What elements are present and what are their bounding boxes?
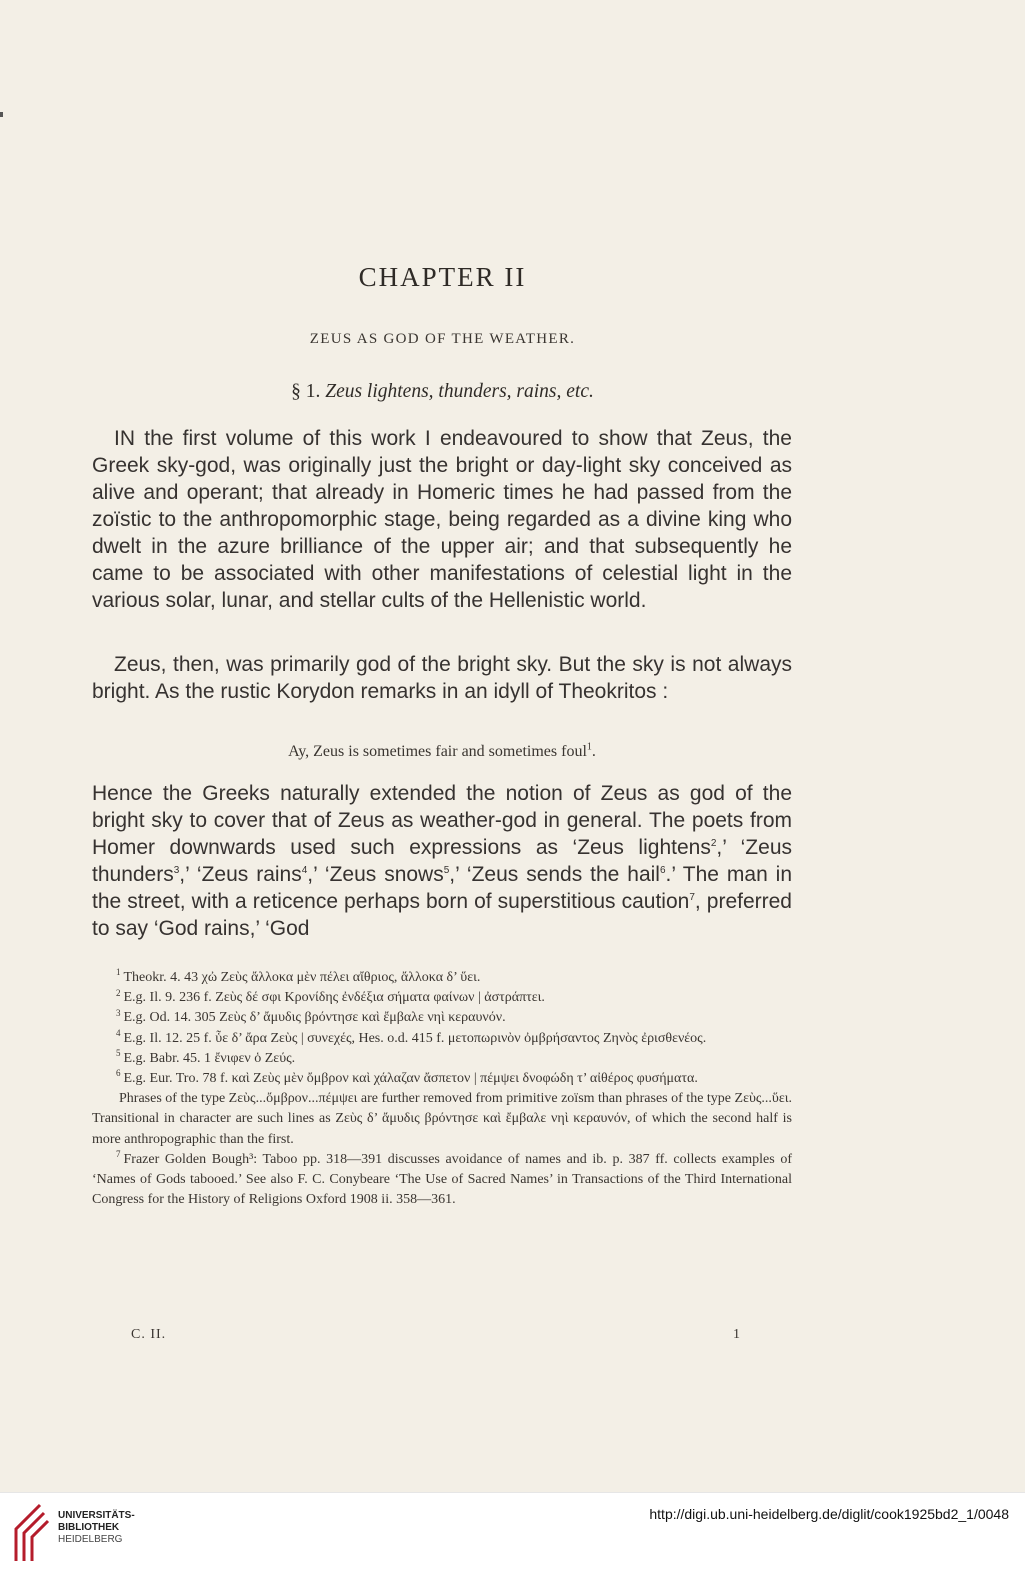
chapter-heading: CHAPTER II xyxy=(358,262,527,292)
footnote xyxy=(92,1008,792,1028)
footnote-number: 3 xyxy=(116,1007,121,1018)
footnote-text: Frazer Golden Bough³: Taboo pp. 318—391 discusses avoidance of names and ib. p. 387 ff. collects examples of ‘Names of Gods tabooed.’ See also F. C. Conybeare ‘The Use of Sacred Names’ in Transactions of the Third International Congress for the History of Religions Oxford 1908 ii. 358—361. xyxy=(92,1151,792,1208)
footnote-number: 1 xyxy=(116,967,121,978)
margin-mark xyxy=(0,112,3,117)
footnotes xyxy=(92,968,792,1210)
paragraph-3-segment: ,’ ‘Zeus rains xyxy=(179,863,302,886)
paragraph-1 xyxy=(92,425,792,614)
page-number: 1 xyxy=(733,1327,740,1342)
signature-mark: C. II. xyxy=(131,1327,167,1342)
footnote-number: 7 xyxy=(116,1149,121,1160)
document-url-link[interactable]: http://digi.ub.uni-heidelberg.de/diglit/cook1925bd2_1/0048 xyxy=(649,1506,1009,1522)
section-title: Zeus lightens, thunders, rains, etc. xyxy=(325,381,594,402)
footnote-ref: 7 xyxy=(689,892,695,903)
footnote-text: Phrases of the type Ζεὺς...ὄμβρον...πέμψει are further removed from primitive zoïsm than phrases of the type Ζεὺς...ὕει. Transitional in character are such lines as Ζεὺς δ’ ἄμυδις βρόντησε καὶ ἔμβαλε νηὶ κεραυνόν, of which the second half is more anthropographic than the first. xyxy=(92,1091,792,1147)
footnote-text: E.g. Od. 14. 305 Ζεὺς δ’ ἄμυδις βρόντησε καὶ ἔμβαλε νηὶ κεραυνόν. xyxy=(123,1010,506,1026)
paragraph-3-text xyxy=(92,780,792,942)
footnote xyxy=(92,968,792,988)
paragraph-2-text: Zeus, then, was primarily god of the bright sky. But the sky is not always bright. As the rustic Korydon remarks in an idyll of Theokritos : xyxy=(92,653,792,703)
section-heading xyxy=(0,381,885,403)
library-line: HEIDELBERG xyxy=(58,1534,123,1545)
footnote xyxy=(92,1029,792,1049)
verse-quote: Ay, Zeus is sometimes fair and sometimes foul$^1$. xyxy=(288,741,596,760)
viewer-footer xyxy=(0,1492,1025,1577)
footnote xyxy=(92,1049,792,1069)
footnote-number: 4 xyxy=(116,1027,121,1038)
footnote-continuation xyxy=(92,1089,792,1150)
footnote-number: 2 xyxy=(116,987,121,998)
chapter-subtitle: ZEUS AS GOD OF THE WEATHER. xyxy=(309,331,576,347)
footnote xyxy=(92,1150,792,1211)
footnote-text: E.g. Eur. Tro. 78 f. καὶ Ζεὺς μὲν ὄμβρον καὶ χάλαζαν ἄσπετον | πέμψει δνοφώδη τ’ αἰθέρος φυσήματα. xyxy=(123,1071,698,1087)
library-name xyxy=(58,1510,135,1546)
paragraph-1-text: IN the first volume of this work I endeavoured to show that Zeus, the Greek sky-god, was originally just the bright or day-light sky conceived as alive and operant; that already in Homeric times he had passed from the zoïstic to the anthropomorphic stage, being regarded as a divine king who dwelt in the azure brilliance of the upper air; and that subsequently he came to be associated with other manifestations of celestial light in the various solar, lunar, and stellar cults of the Hellenistic world. xyxy=(92,427,792,612)
library-logo-icon xyxy=(10,1503,50,1563)
footnote-ref: 6 xyxy=(659,865,666,876)
footnote-text: E.g. Il. 9. 236 f. Ζεὺς δέ σφι Κρονίδης ἐνδέξια σήματα φαίνων | ἀστράπτει. xyxy=(123,990,545,1006)
section-mark: § 1. xyxy=(291,381,326,402)
paragraph-3-segment: ,’ ‘Zeus snows xyxy=(307,863,444,886)
footnote-ref: 3 xyxy=(173,865,180,876)
footnote-ref: 2 xyxy=(710,838,717,849)
library-line: BIBLIOTHEK xyxy=(58,1522,120,1533)
paragraph-3-segment: .’ The man in the street, with a reticence perhaps born of superstitious caution xyxy=(92,863,793,913)
footnote-number: 6 xyxy=(116,1068,121,1079)
paragraph-3-segment: ,’ ‘Zeus sends the hail xyxy=(449,863,660,886)
paragraph-3 xyxy=(92,780,792,942)
footnote-text: E.g. Il. 12. 25 f. ὗε δ’ ἄρα Ζεὺς | συνεχές, Hes. o.d. 415 f. μετοπωρινὸν ὀμβρήσαντος Ζηνὸς ἐρισθενέος. xyxy=(123,1030,707,1046)
paragraph-3-segment: , preferred to say ‘God rains,’ ‘God xyxy=(92,890,792,940)
footnote-ref: 5 xyxy=(443,865,450,876)
footnote-text: Theokr. 4. 43 χὠ Ζεὺς ἄλλοκα μὲν πέλει αἴθριος, ἄλλοκα δ’ ὕει. xyxy=(123,970,481,985)
quote-text: Ay, Zeus is sometimes fair and sometimes foul xyxy=(288,743,587,760)
footnote-ref: 1 xyxy=(586,741,592,753)
footnote-number: 5 xyxy=(116,1048,121,1059)
library-line: UNIVERSITÄTS- xyxy=(58,1510,135,1521)
paragraph-2 xyxy=(92,651,792,705)
footnote xyxy=(92,1069,792,1089)
paragraph-3-segment: ,’ ‘Zeus thunders xyxy=(92,836,792,886)
footnote-text: E.g. Babr. 45. 1 ἔνιφεν ὁ Ζεύς. xyxy=(123,1050,296,1066)
footnote xyxy=(92,988,792,1008)
paragraph-3-segment: Hence the Greeks naturally extended the notion of Zeus as god of the bright sky to cover that of Zeus as weather-god in general. The poets from Homer downwards used such expressions as ‘Zeus lightens xyxy=(92,782,792,859)
footnote-ref: 4 xyxy=(301,865,308,876)
